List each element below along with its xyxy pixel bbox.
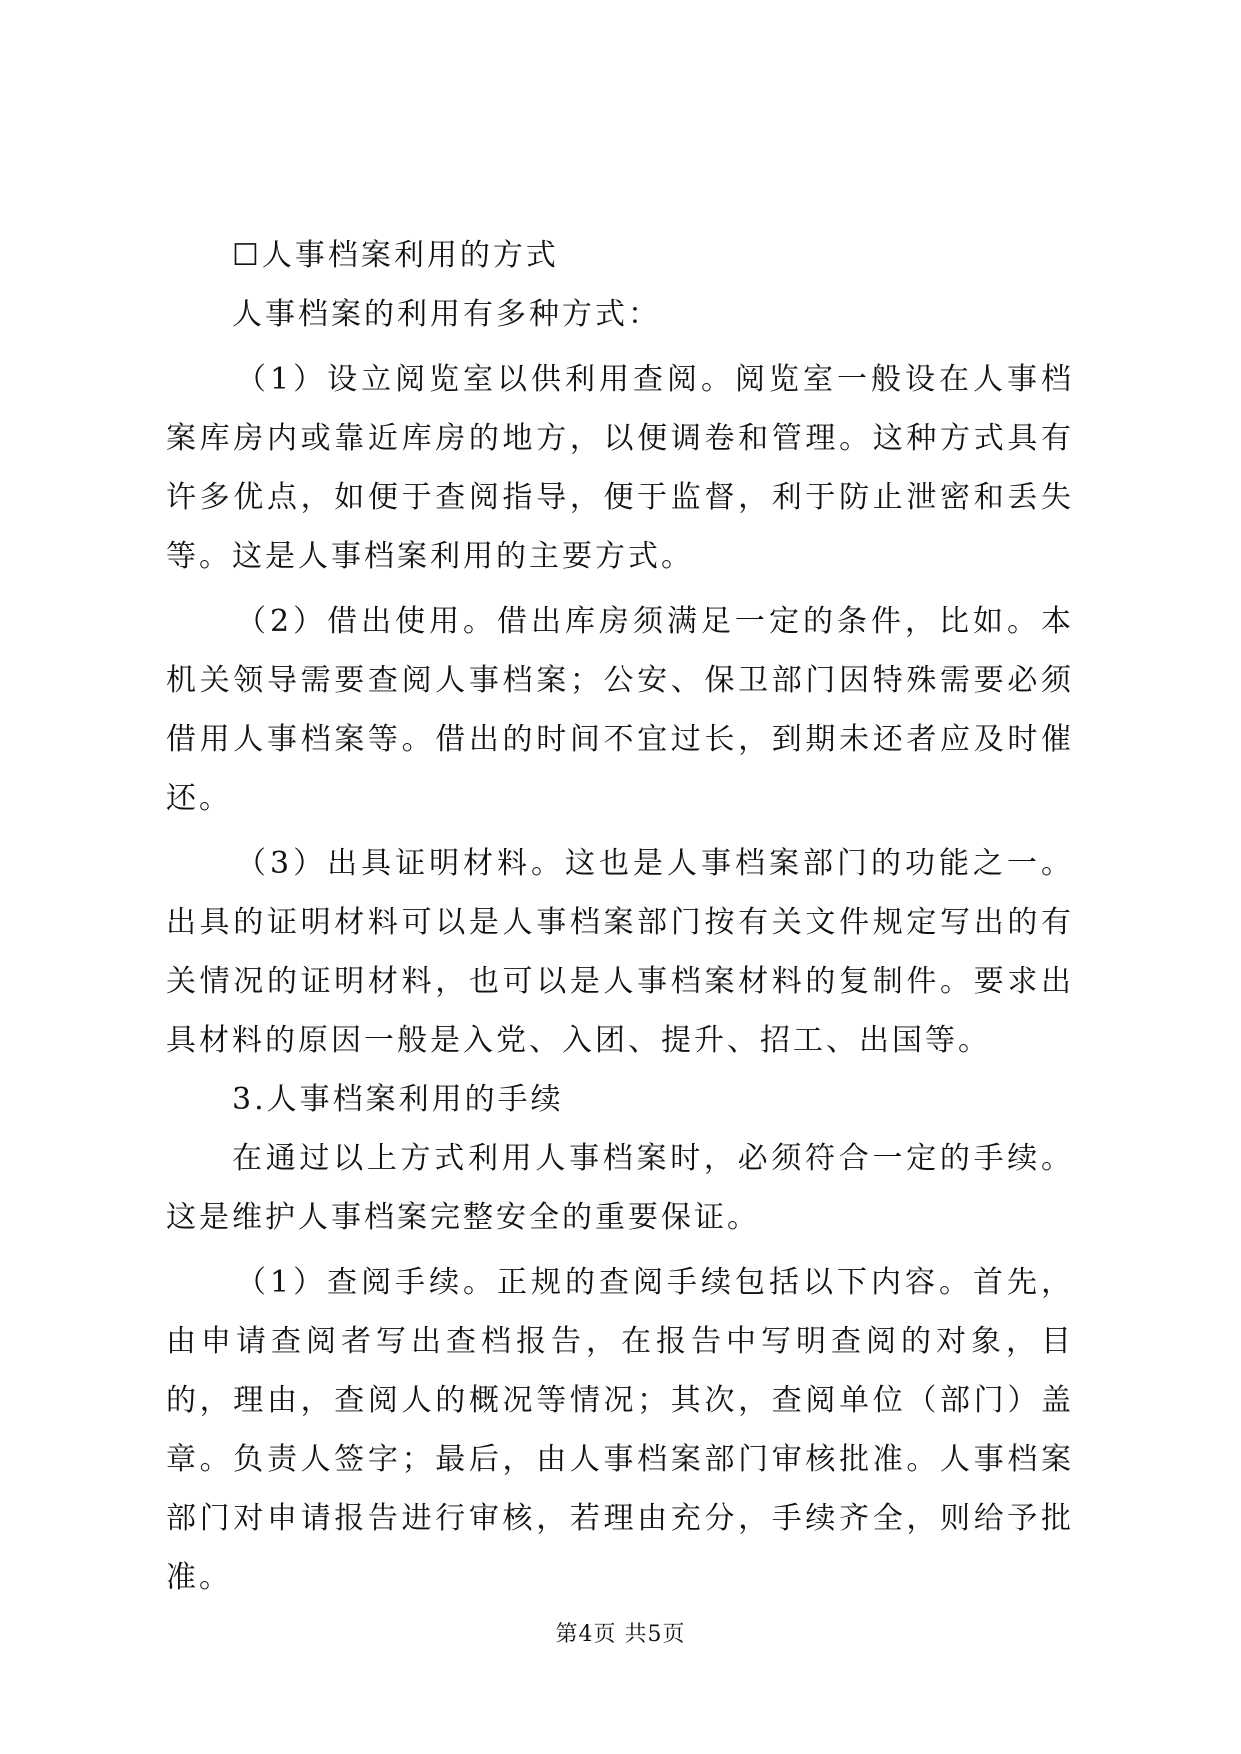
document-body <box>166 226 1074 1607</box>
paragraph-method-lending: （2）借出使用。借出库房须满足一定的条件，比如。本机关领导需要查阅人事档案；公安、保卫部门因特殊需要必须借用人事档案等。借出的时间不宜过长，到期未还者应及时催还。 <box>166 604 1074 816</box>
paragraph-intro-methods: 人事档案的利用有多种方式： <box>232 297 661 332</box>
section-heading-procedures: 3.人事档案利用的手续 <box>232 1082 564 1117</box>
paragraph-method-certificates: （3）出具证明材料。这也是人事档案部门的功能之一。出具的证明材料可以是人事档案部门按有关文件规定写出的有关情况的证明材料，也可以是人事档案材料的复制件。要求出具材料的原因一般是入党、入团、提升、招工、出国等。 <box>166 846 1074 1058</box>
section-heading-usage-methods: ☐人事档案利用的方式 <box>232 238 559 273</box>
paragraph-method-reading-room: （1）设立阅览室以供利用查阅。阅览室一般设在人事档案库房内或靠近库房的地方，以便调卷和管理。这种方式具有许多优点，如便于查阅指导，便于监督，利于防止泄密和丢失等。这是人事档案利用的主要方式。 <box>166 362 1074 574</box>
paragraph-procedure-reading: （1）查阅手续。正规的查阅手续包括以下内容。首先，由申请查阅者写出查档报告，在报告中写明查阅的对象，目的，理由，查阅人的概况等情况；其次，查阅单位（部门）盖章。负责人签字；最后，由人事档案部门审核批准。人事档案部门对申请报告进行审核，若理由充分，手续齐全，则给予批准。 <box>166 1265 1074 1595</box>
paragraph-procedures-intro: 在通过以上方式利用人事档案时，必须符合一定的手续。这是维护人事档案完整安全的重要保证。 <box>166 1141 1074 1235</box>
page-number-footer: 第4页 共5页 <box>555 1622 686 1647</box>
